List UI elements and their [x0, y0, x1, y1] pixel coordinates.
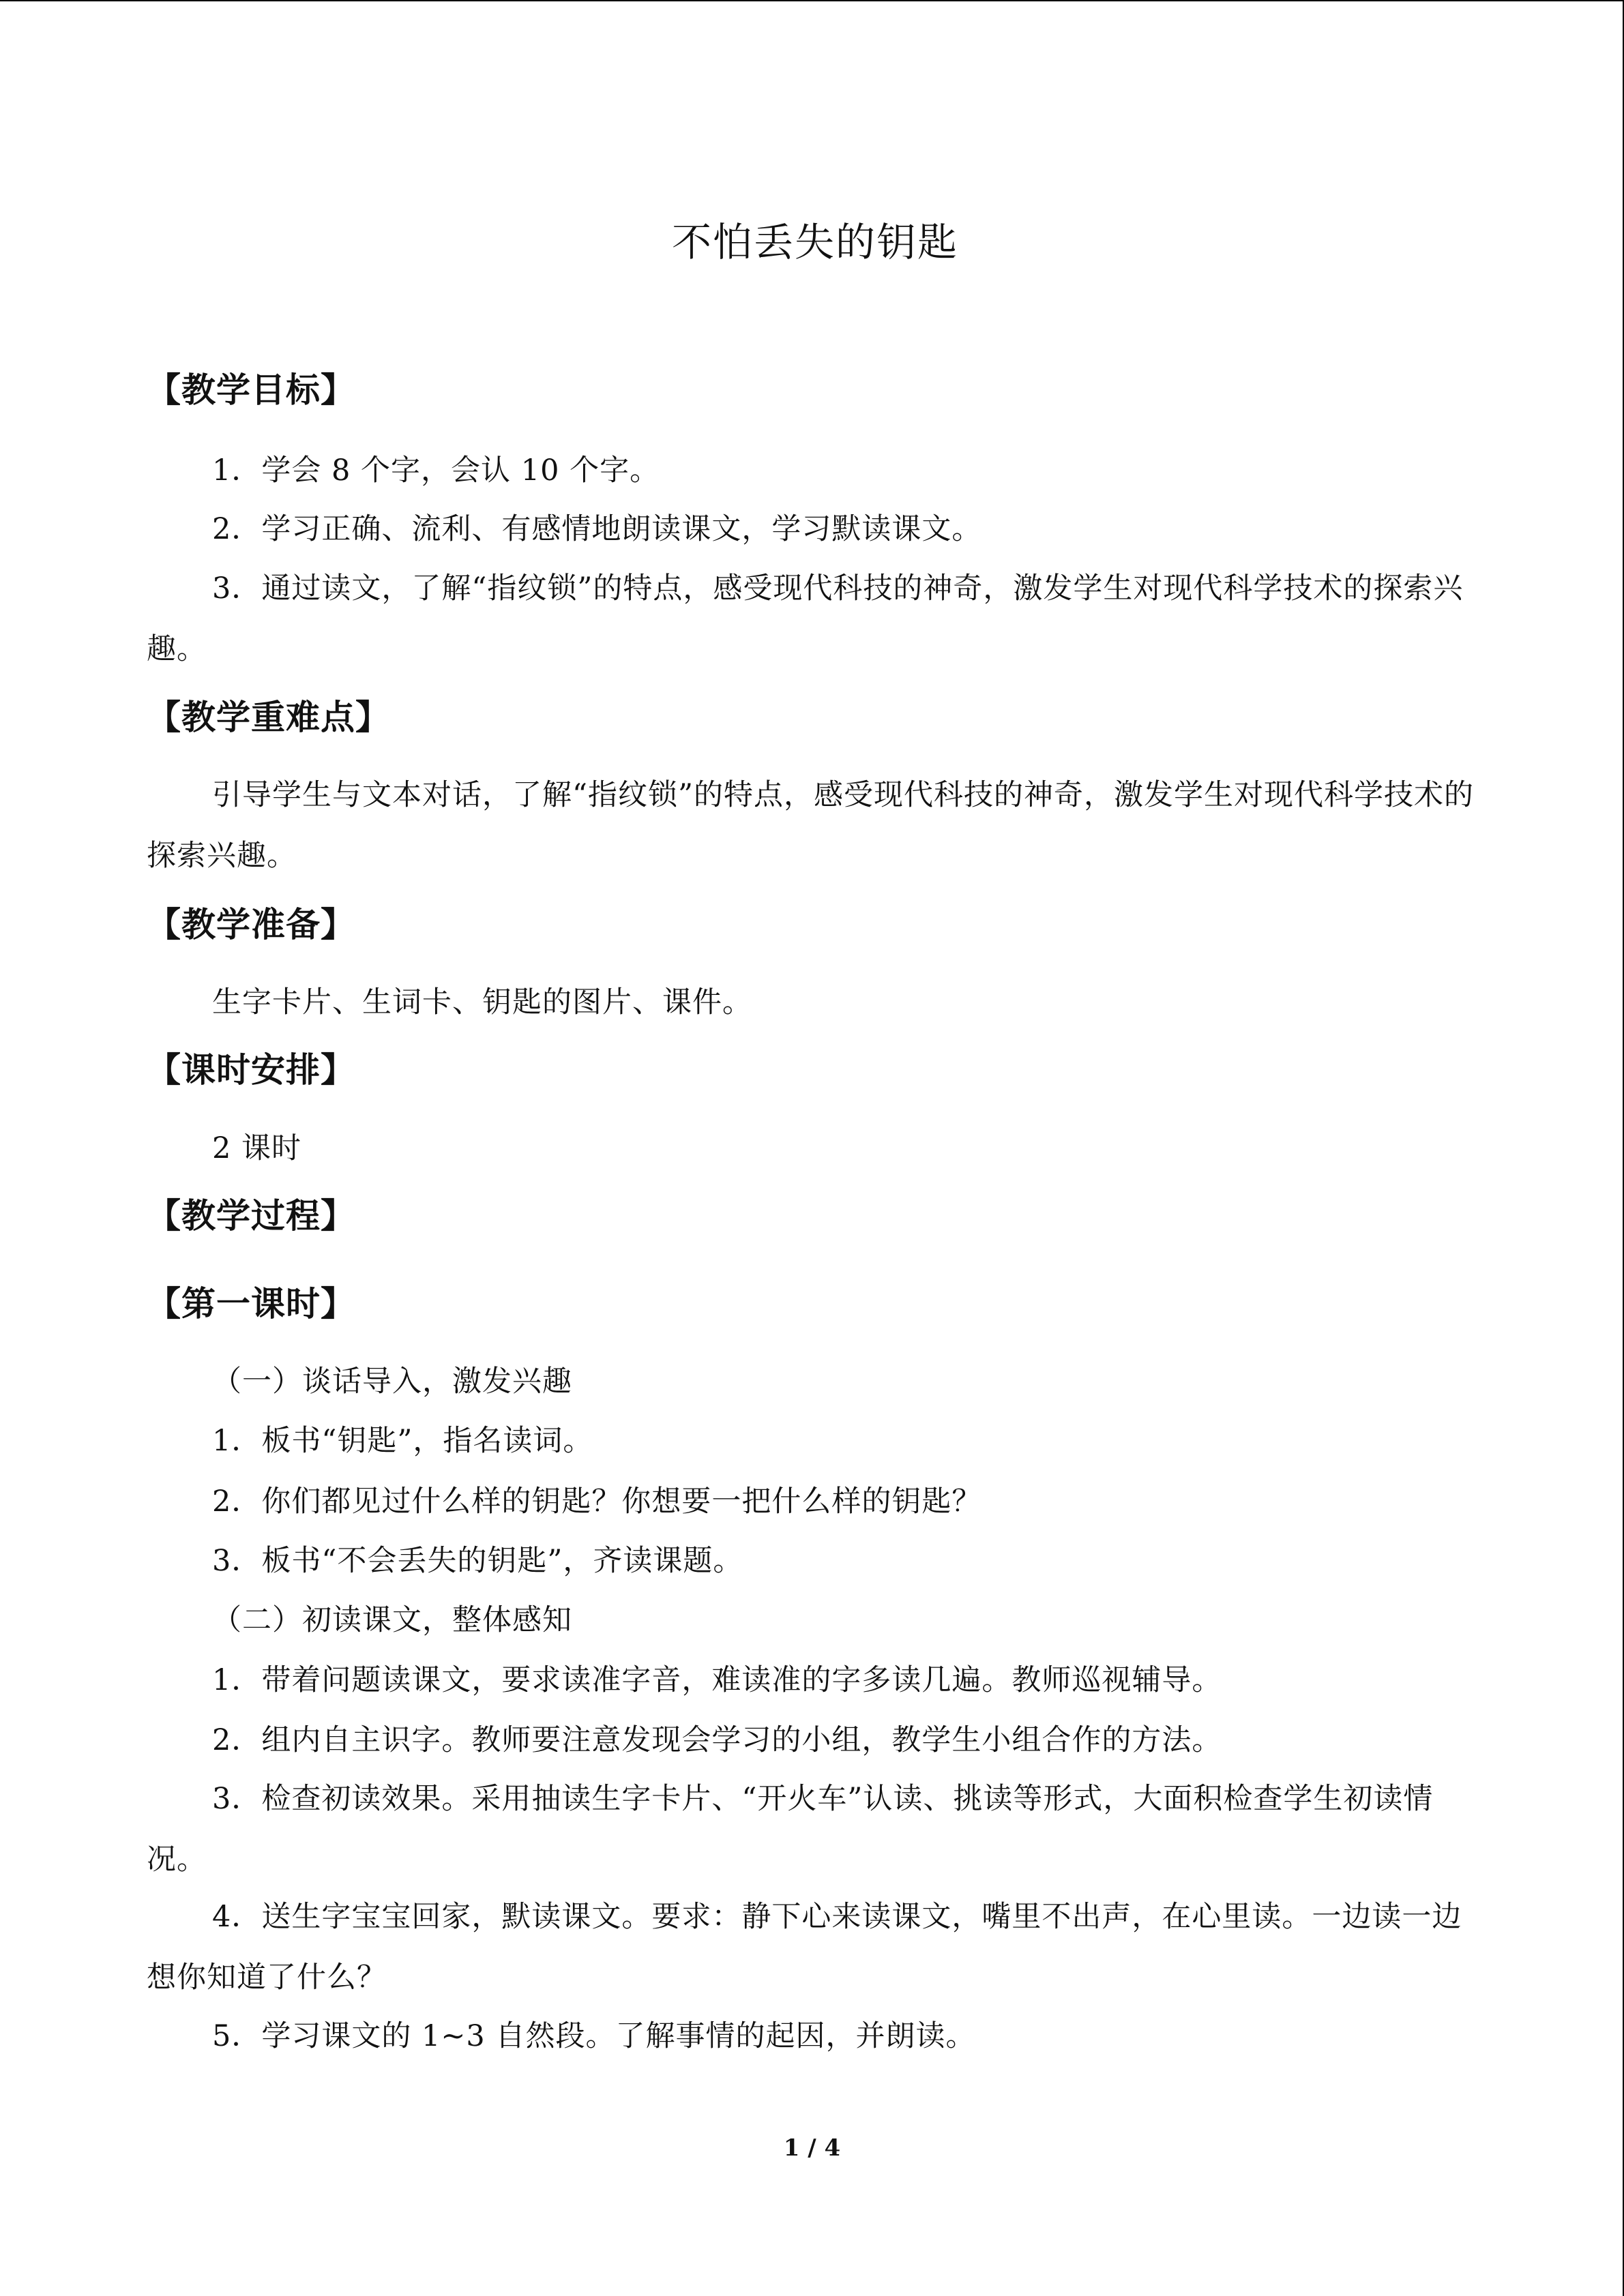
part-1-item-3: 3．板书“不会丢失的钥匙”，齐读课题。: [212, 1544, 743, 1578]
heading-key-points: 【教学重难点】: [147, 697, 390, 737]
objective-item-3: 3．通过读文，了解“指纹锁”的特点，感受现代科技的神奇，激发学生对现代科学技术的探索兴趣。: [147, 571, 1464, 666]
page-indicator: 1 / 4: [783, 2134, 841, 2162]
heading-process: 【教学过程】: [147, 1195, 355, 1236]
part-2-title: （二）初读课文，整体感知: [212, 1603, 572, 1637]
part-1-title: （一）谈话导入，激发兴趣: [212, 1365, 572, 1399]
heading-objectives: 【教学目标】: [147, 370, 355, 410]
schedule-text: 2 课时: [212, 1131, 302, 1165]
document-title: 不怕丢失的钥匙: [671, 219, 958, 265]
objective-item-2: 2．学习正确、流利、有感情地朗读课文，学习默读课文。: [212, 512, 982, 546]
part-2-item-3: 3．检查初读效果。采用抽读生字卡片、“开火车”认读、挑读等形式，大面积检查学生初读情况。: [147, 1782, 1434, 1877]
page-border-top: [0, 0, 1624, 1]
part-1-item-1: 1．板书“钥匙”，指名读词。: [212, 1424, 593, 1458]
part-2-item-4: 4．送生字宝宝回家，默读课文。要求：静下心来读课文，嘴里不出声，在心里读。一边读一边想你知道了什么？: [147, 1900, 1462, 1995]
part-2-item-5: 5．学习课文的 1~3 自然段。了解事情的起因，并朗读。: [212, 2019, 976, 2053]
heading-schedule: 【课时安排】: [147, 1049, 355, 1090]
part-1-item-2: 2．你们都见过什么样的钥匙？你想要一把什么样的钥匙？: [212, 1485, 982, 1519]
heading-lesson-1: 【第一课时】: [147, 1283, 355, 1324]
part-2-item-1: 1．带着问题读课文，要求读准字音，难读准的字多读几遍。教师巡视辅导。: [212, 1663, 1222, 1697]
objective-item-1: 1．学会 8 个字，会认 10 个字。: [212, 453, 660, 488]
part-2-item-2: 2．组内自主识字。教师要注意发现会学习的小组，教学生小组合作的方法。: [212, 1723, 1222, 1757]
heading-preparation: 【教学准备】: [147, 904, 355, 944]
key-points-text: 引导学生与文本对话，了解“指纹锁”的特点，感受现代科技的神奇，激发学生对现代科学技术的探索兴趣。: [147, 778, 1474, 873]
preparation-text: 生字卡片、生词卡、钥匙的图片、课件。: [212, 985, 752, 1019]
